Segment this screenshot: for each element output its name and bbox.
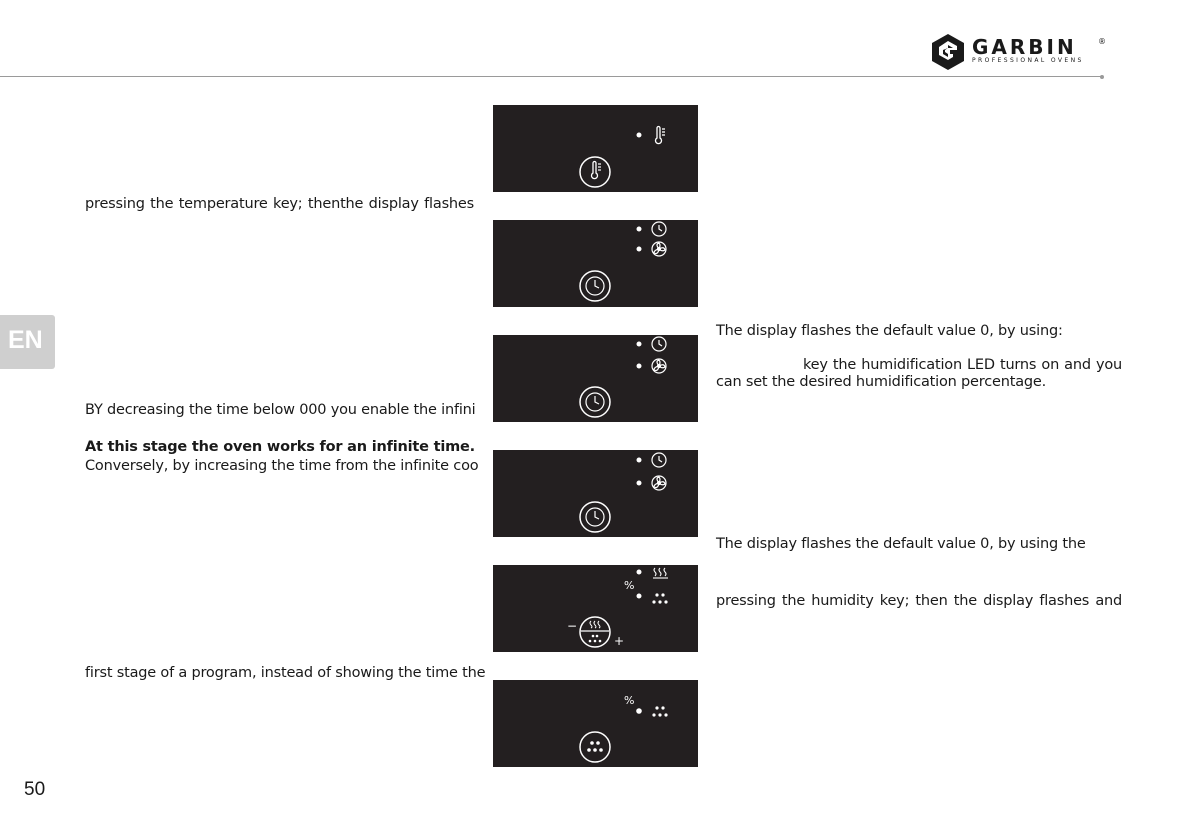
header-divider <box>0 76 1103 77</box>
clock-icon <box>652 222 666 236</box>
humidity-percent-label: % <box>624 579 635 592</box>
display-panel-time-3 <box>493 450 698 537</box>
language-tab <box>0 315 55 369</box>
display-panel-humidity-adjust <box>493 565 698 652</box>
left-text-line-2: BY decreasing the time below 000 you enable the infini <box>85 402 476 418</box>
fan-icon <box>652 359 666 373</box>
header-divider-dot <box>1100 75 1104 79</box>
time-key-icon[interactable] <box>580 271 610 301</box>
thermometer-icon <box>656 127 666 144</box>
timer-led <box>637 458 642 463</box>
left-text-line-3: At this stage the oven works for an infinite time. <box>85 439 475 455</box>
right-text-line-1: The display flashes the default value 0, by using: <box>716 323 1063 339</box>
right-text-line-5: pressing the humidity key; then the display flashes and <box>716 593 1122 609</box>
clock-icon <box>652 453 666 467</box>
display-panel-time-2 <box>493 335 698 422</box>
humidity-key-icon[interactable] <box>580 617 610 647</box>
language-tab-label: EN <box>8 326 43 354</box>
temperature-led <box>637 133 642 138</box>
registered-mark: ® <box>1098 37 1106 46</box>
left-text-line-1: pressing the temperature key; thenthe display flashes <box>85 196 474 212</box>
display-panel-time-1 <box>493 220 698 307</box>
fan-led <box>637 364 642 369</box>
time-key-icon[interactable] <box>580 502 610 532</box>
fan-icon <box>652 242 666 256</box>
water-drops-icon <box>652 706 667 716</box>
left-text-line-4: Conversely, by increasing the time from the infinite coo <box>85 458 479 474</box>
water-drops-icon <box>652 593 667 603</box>
fan-led <box>637 247 642 252</box>
left-text-line-5: first stage of a program, instead of showing the time the <box>85 665 486 681</box>
right-text-line-2: key the humidification LED turns on and you <box>803 357 1122 373</box>
fan-led <box>637 481 642 486</box>
increase-label[interactable]: + <box>614 634 625 648</box>
drops-percent-label: % <box>624 694 635 707</box>
fan-icon <box>652 476 666 490</box>
page-number: 50 <box>24 779 46 800</box>
humidity-drops-key-icon[interactable] <box>580 732 610 762</box>
steam-led <box>637 570 642 575</box>
display-panel-temperature <box>493 105 698 192</box>
timer-led <box>637 227 642 232</box>
brand-tagline: PROFESSIONAL OVENS <box>972 57 1084 64</box>
decrease-label[interactable]: − <box>567 619 578 633</box>
garbin-logo <box>928 32 1108 72</box>
display-panel-humidity <box>493 680 698 767</box>
brand-name: GARBIN <box>972 35 1077 59</box>
clock-icon <box>652 337 666 351</box>
timer-led <box>637 342 642 347</box>
steam-icon <box>653 568 668 578</box>
temperature-key-icon[interactable] <box>580 157 610 187</box>
right-text-line-3: can set the desired humidification percentage. <box>716 374 1047 390</box>
humidity-led <box>637 594 642 599</box>
time-key-icon[interactable] <box>580 387 610 417</box>
right-text-line-4: The display flashes the default value 0, by using the <box>716 536 1086 552</box>
garbin-logo-mark-icon <box>928 32 968 72</box>
humidity-led <box>636 708 642 714</box>
